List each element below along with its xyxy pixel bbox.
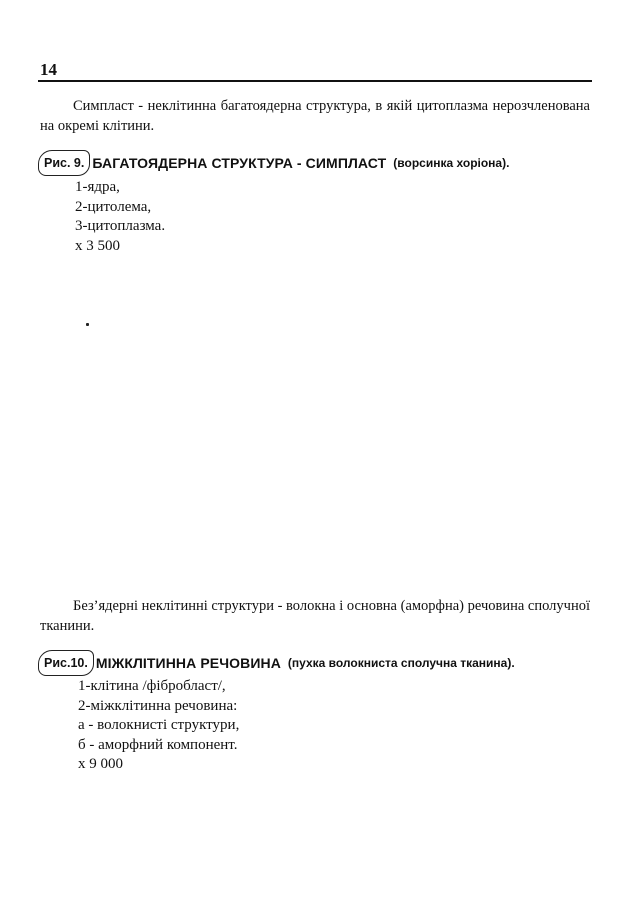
- figure-9-title: БАГАТОЯДЕРНА СТРУКТУРА - СИМПЛАСТ: [92, 155, 387, 171]
- figure-10-magnification: x 9 000: [78, 756, 123, 772]
- figure-9-subtitle: (ворсинка хоріона).: [393, 156, 510, 170]
- figure-9-legend-item: 2-цитолема,: [75, 198, 152, 215]
- figure-10-legend-item: а - волокнисті структури,: [78, 717, 240, 733]
- paragraph-symplast: Симпласт - неклітинна багатоядерна структура, в якій цитоплазма нерозчленована на окремі клітини.: [40, 98, 590, 134]
- header-rule: [38, 80, 592, 82]
- paragraph-anuclear-structures: Без’ядерні неклітинні структури - волокна і основна (аморфна) речовина сполучної тканини.: [40, 598, 590, 634]
- figure-10-label: Рис.10.: [38, 650, 94, 676]
- figure-9-legend-item: 1-ядра,: [75, 179, 120, 195]
- scan-speck: [86, 323, 89, 326]
- figure-9-label: Рис. 9.: [38, 150, 90, 176]
- figure-10-caption: [38, 650, 515, 676]
- figure-9-magnification: x 3 500: [75, 237, 120, 254]
- page-number: 14: [40, 60, 57, 79]
- figure-10-legend: [78, 677, 239, 775]
- figure-10-legend-item: 2-міжклітинна речовина:: [78, 697, 238, 714]
- figure-9-caption: [38, 150, 509, 176]
- figure-10-legend-item: б - аморфний компонент.: [78, 736, 238, 753]
- figure-9-legend: [75, 178, 165, 256]
- figure-10-subtitle: (пухка волокниста сполучна тканина).: [287, 656, 515, 670]
- figure-10-title: МІЖКЛІТИННА РЕЧОВИНА: [95, 655, 281, 671]
- figure-10-legend-item: 1-клітина /фібробласт/,: [78, 678, 226, 694]
- figure-9-legend-item: 3-цитоплазма.: [75, 218, 166, 234]
